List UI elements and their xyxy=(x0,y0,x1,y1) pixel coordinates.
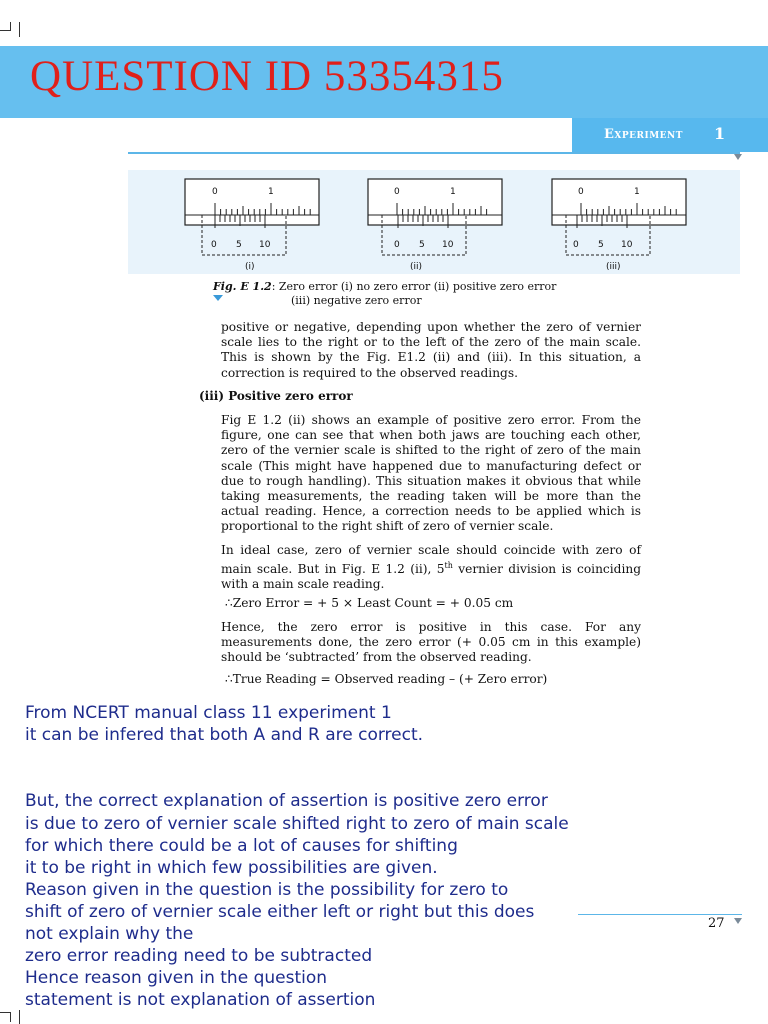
handwritten-line: it to be right in which few possibilities are given. xyxy=(25,858,438,878)
main-scale-label-1: 1 xyxy=(634,187,640,197)
vernier-label-0: 0 xyxy=(394,240,400,250)
handwritten-line: for which there could be a lot of causes for shifting xyxy=(25,836,458,856)
caption-marker-icon xyxy=(213,295,223,301)
section-heading-positive-zero-error: (iii) Positive zero error xyxy=(199,389,353,403)
vernier-label-10: 10 xyxy=(621,240,633,250)
caption-text: : Zero error (i) no zero error (ii) positive zero error xyxy=(271,280,557,293)
crop-mark xyxy=(19,1010,20,1024)
paragraph-positive-zero-error: Fig E 1.2 (ii) shows an example of positive zero error. From the figure, one can see that when both jaws are touching each other, zero of the vernier scale is shifted to the right of zero of the main scale (This might have happened due to manufacturing defect or due to rough handling). This situation makes it obvious that while taking measurements, the reading taken will be more than the actual reading. Hence, a correction needs to be applied which is proportional to the right shift of zero of vernier scale. xyxy=(221,413,641,534)
main-scale-label-0: 0 xyxy=(394,187,400,197)
footer-rule xyxy=(578,914,742,915)
para3-text-a: In ideal case, zero of vernier scale should coincide with zero of main scale. But in Fig. E 1.2 (ii), 5 xyxy=(221,543,641,577)
triangle-marker-icon xyxy=(734,918,742,924)
handwritten-line: zero error reading need to be subtracted xyxy=(25,946,373,966)
crop-mark xyxy=(10,22,11,31)
vernier-label-5: 5 xyxy=(236,240,242,250)
handwritten-line: But, the correct explanation of assertion is positive zero error xyxy=(25,791,548,811)
handwritten-line: Hence reason given in the question xyxy=(25,968,328,988)
para3-superscript: th xyxy=(444,561,453,571)
question-id-title: QUESTION ID 53354315 xyxy=(30,53,504,100)
main-scale-label-1: 1 xyxy=(450,187,456,197)
handwritten-line: is due to zero of vernier scale shifted right to zero of main scale xyxy=(25,814,569,834)
main-scale-label-1: 1 xyxy=(268,187,274,197)
experiment-tab xyxy=(572,118,768,152)
main-scale-label-0: 0 xyxy=(212,187,218,197)
caption-label: Fig. E 1.2 xyxy=(213,280,272,293)
experiment-label: Experiment xyxy=(604,127,683,142)
header-rule xyxy=(128,152,740,154)
main-scale-label-0: 0 xyxy=(578,187,584,197)
para3-text-b: vernier division is coinciding with a main scale reading. xyxy=(221,562,641,592)
crop-mark xyxy=(0,30,10,31)
paragraph-correction: Hence, the zero error is positive in this case. For any measurements done, the zero error (+ 0.05 cm in this example) should be ‘subtracted’ from the observed reading. xyxy=(221,620,641,665)
vernier-label-5: 5 xyxy=(598,240,604,250)
vernier-label-0: 0 xyxy=(211,240,217,250)
paragraph-ideal-case xyxy=(221,543,641,593)
sub-figure-label-i: (i) xyxy=(245,262,255,272)
equation-zero-error: ∴Zero Error = + 5 × Least Count = + 0.05 cm xyxy=(225,596,514,610)
vernier-label-10: 10 xyxy=(442,240,454,250)
vernier-label-5: 5 xyxy=(419,240,425,250)
experiment-number: 1 xyxy=(714,124,726,143)
crop-mark xyxy=(0,1012,10,1013)
figure-caption xyxy=(213,280,633,308)
crop-mark xyxy=(19,22,20,37)
vernier-diagram-no-zero-error xyxy=(185,179,319,255)
caption-text-line2: (iii) negative zero error xyxy=(291,294,422,307)
handwritten-line: Reason given in the question is the possibility for zero to xyxy=(25,880,509,900)
handwritten-line: it can be infered that both A and R are correct. xyxy=(25,725,424,745)
handwritten-line: not explain why the xyxy=(25,924,194,944)
vernier-diagram-positive-zero-error xyxy=(368,179,502,255)
triangle-marker-icon xyxy=(734,154,742,160)
vernier-label-10: 10 xyxy=(259,240,271,250)
page-number: 27 xyxy=(708,916,725,931)
sub-figure-label-iii: (iii) xyxy=(606,262,621,272)
handwritten-line: From NCERT manual class 11 experiment 1 xyxy=(25,703,392,723)
sub-figure-label-ii: (ii) xyxy=(410,262,423,272)
vernier-label-0: 0 xyxy=(573,240,579,250)
handwritten-line: shift of zero of vernier scale either left or right but this does xyxy=(25,902,535,922)
figure-vernier-zero-error xyxy=(128,170,740,274)
paragraph-zero-error-intro: positive or negative, depending upon whether the zero of vernier scale lies to the right or to the left of the zero of the main scale. This is shown by the Fig. E1.2 (ii) and (iii). In this situation, a correction is required to the observed readings. xyxy=(221,320,641,380)
crop-mark xyxy=(10,1012,11,1022)
handwritten-line: statement is not explanation of assertion xyxy=(25,990,376,1010)
equation-true-reading: ∴True Reading = Observed reading – (+ Zero error) xyxy=(225,672,548,686)
vernier-diagrams xyxy=(128,170,740,274)
